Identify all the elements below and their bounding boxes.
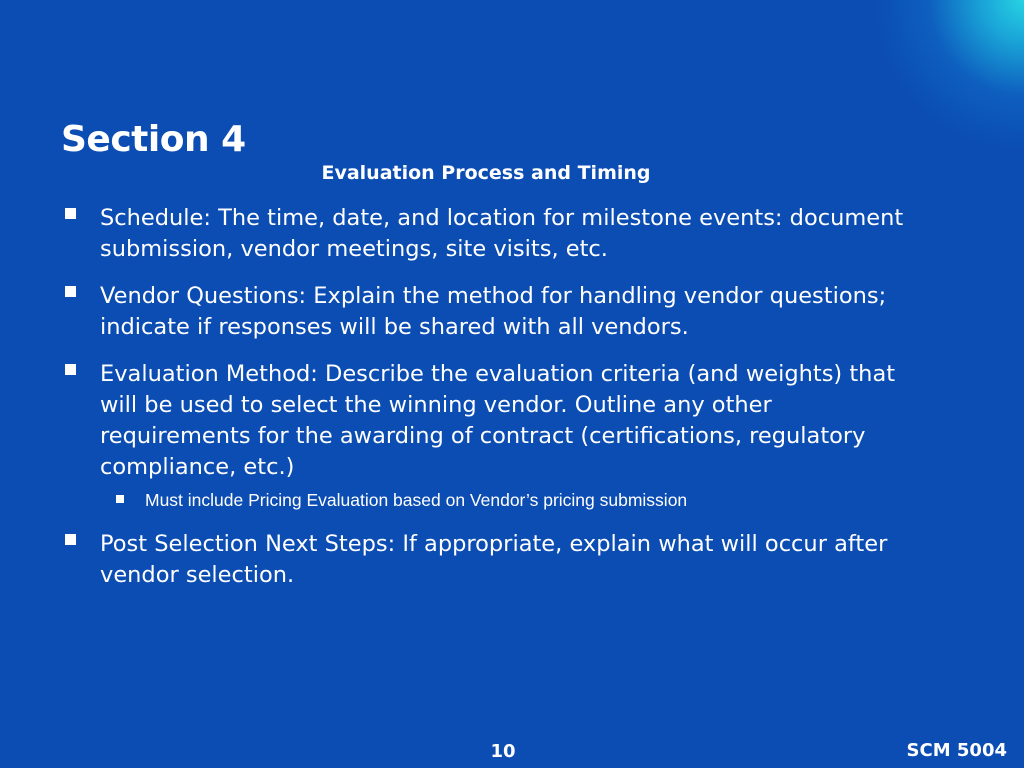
- bullet-item-post-selection: [62, 529, 922, 591]
- sub-bullet-list: [100, 487, 922, 513]
- course-code: SCM 5004: [906, 740, 1007, 761]
- sub-bullet-text: Must include Pricing Evaluation based on Vendor’s pricing submission: [145, 490, 688, 510]
- bullet-item-vendor-questions: [62, 281, 922, 343]
- page-number: 10: [490, 741, 516, 762]
- square-bullet-icon: [65, 364, 76, 375]
- slide-subtitle: Evaluation Process and Timing: [321, 162, 651, 184]
- bullet-text: Vendor Questions: Explain the method for handling vendor questions; indicate if responses will be shared with all vendors.: [100, 283, 887, 340]
- bullet-text: Evaluation Method: Describe the evaluation criteria (and weights) that will be used to select the winning vendor. Outline any other requirements for the awarding of contract (certifications, regulatory compliance, etc.): [100, 361, 896, 480]
- sub-bullet-item-pricing: [100, 487, 922, 513]
- slide-title: Section 4: [61, 119, 246, 160]
- bullet-text: Schedule: The time, date, and location for milestone events: document submission, vendor meetings, site visits, etc.: [100, 205, 904, 262]
- bullet-list: [62, 203, 922, 607]
- bullet-item-schedule: [62, 203, 922, 265]
- square-bullet-icon: [116, 495, 124, 503]
- bullet-item-evaluation-method: [62, 359, 922, 513]
- bullet-text: Post Selection Next Steps: If appropriate, explain what will occur after vendor selection.: [100, 531, 888, 588]
- square-bullet-icon: [65, 534, 76, 545]
- square-bullet-icon: [65, 286, 76, 297]
- square-bullet-icon: [65, 208, 76, 219]
